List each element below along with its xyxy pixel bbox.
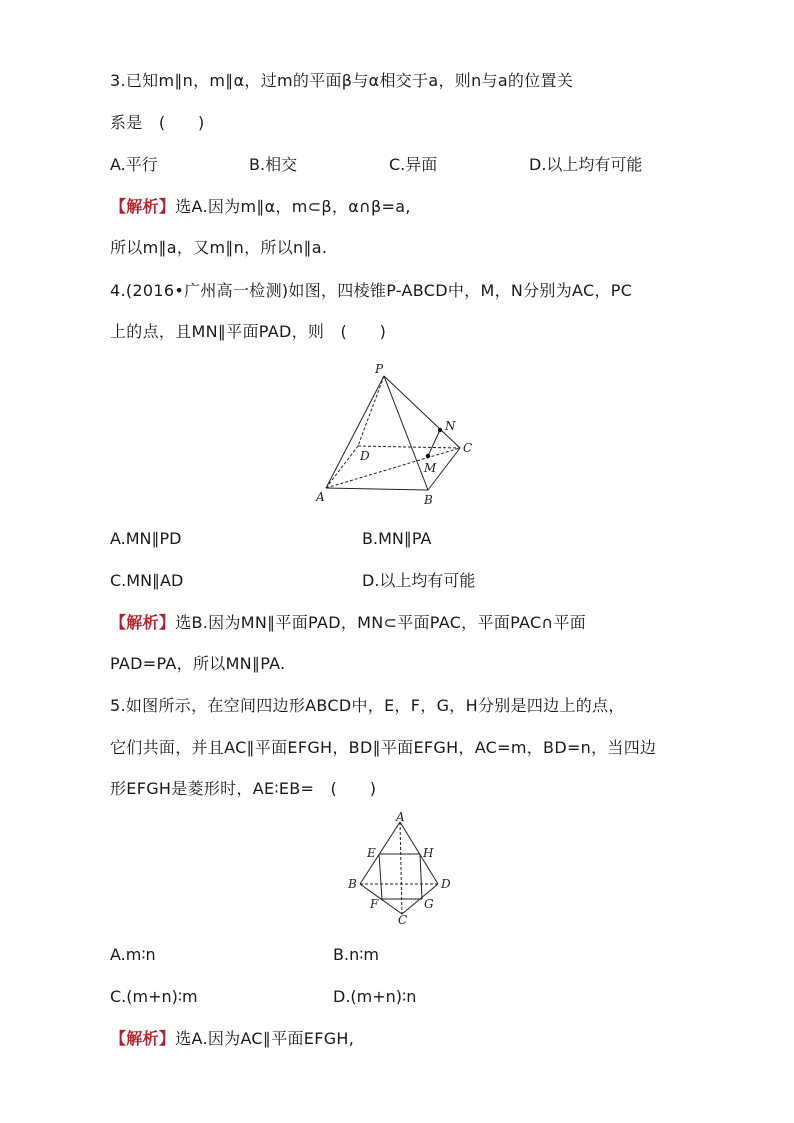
point-m	[426, 454, 430, 458]
q4-pyramid-figure	[300, 358, 490, 510]
label-b: B	[348, 877, 357, 891]
label-n: N	[445, 419, 456, 433]
q5-stem-line-3: 形EFGH是菱形时，AE∶EB= ( )	[110, 779, 377, 798]
label-d: D	[360, 449, 370, 463]
pyramid-solid-edges	[326, 376, 460, 490]
label-f: F	[370, 897, 379, 911]
q5-analysis-text: 选A.因为AC∥平面EFGH,	[175, 1029, 355, 1048]
q4-option-a: A.MN∥PD	[110, 529, 182, 548]
label-h: H	[423, 846, 434, 860]
q4-option-c: C.MN∥AD	[110, 571, 184, 590]
q5-stem-line-2: 它们共面，并且AC∥平面EFGH，BD∥平面EFGH，AC=m，BD=n，当四边	[110, 738, 657, 757]
q3-analysis-line-1	[110, 196, 411, 218]
q5-option-d: D.(m+n)∶n	[333, 987, 417, 1006]
q4-option-b: B.MN∥PA	[362, 529, 432, 548]
q5-option-c: C.(m+n)∶m	[110, 987, 198, 1006]
q3-stem-line-1: 3.已知m∥n，m∥α，过m的平面β与α相交于a，则n与a的位置关	[110, 71, 574, 90]
q4-analysis-text: 选B.因为MN∥平面PAD，MN⊂平面PAC，平面PAC∩平面	[175, 613, 587, 632]
analysis-tag: 【解析】	[110, 613, 176, 632]
q3-stem-line-2: 系是 ( )	[110, 113, 205, 132]
efgh-edges	[379, 854, 422, 899]
q5-stem-line-1: 5.如图所示，在空间四边形ABCD中，E，F，G，H分别是四边上的点，	[110, 696, 625, 715]
q3-option-d: D.以上均有可能	[529, 155, 643, 174]
q5-analysis-line-1	[110, 1028, 354, 1050]
q5-quadrilateral-figure	[340, 812, 460, 927]
q3-analysis-text: 选A.因为m∥α，m⊂β，α∩β=a,	[175, 197, 411, 216]
analysis-tag: 【解析】	[110, 197, 176, 216]
q4-analysis-line-2: PAD=PA，所以MN∥PA.	[110, 654, 286, 673]
label-p: P	[375, 362, 384, 376]
q5-option-b: B.n∶m	[333, 945, 379, 964]
label-a: A	[396, 812, 405, 824]
label-c: C	[463, 441, 473, 455]
q4-option-d: D.以上均有可能	[362, 571, 476, 590]
label-m: M	[424, 461, 437, 475]
label-d: D	[441, 877, 451, 891]
point-n	[438, 428, 442, 432]
label-g: G	[424, 897, 434, 911]
q3-option-b: B.相交	[249, 155, 298, 174]
label-c: C	[398, 913, 408, 927]
q4-analysis-line-1	[110, 612, 586, 634]
label-a: A	[316, 490, 325, 504]
q3-analysis-line-2: 所以m∥a，又m∥n，所以n∥a.	[110, 238, 328, 257]
q4-stem-line-1: 4.(2016•广州高一检测)如图，四棱锥P-ABCD中，M，N分别为AC，PC	[110, 281, 633, 300]
q3-option-a: A.平行	[110, 155, 158, 174]
q5-option-a: A.m∶n	[110, 945, 156, 964]
label-e: E	[367, 846, 376, 860]
q4-stem-line-2: 上的点，且MN∥平面PAD，则 ( )	[110, 322, 387, 341]
q3-option-c: C.异面	[389, 155, 438, 174]
analysis-tag: 【解析】	[110, 1029, 176, 1048]
label-b: B	[424, 493, 433, 507]
